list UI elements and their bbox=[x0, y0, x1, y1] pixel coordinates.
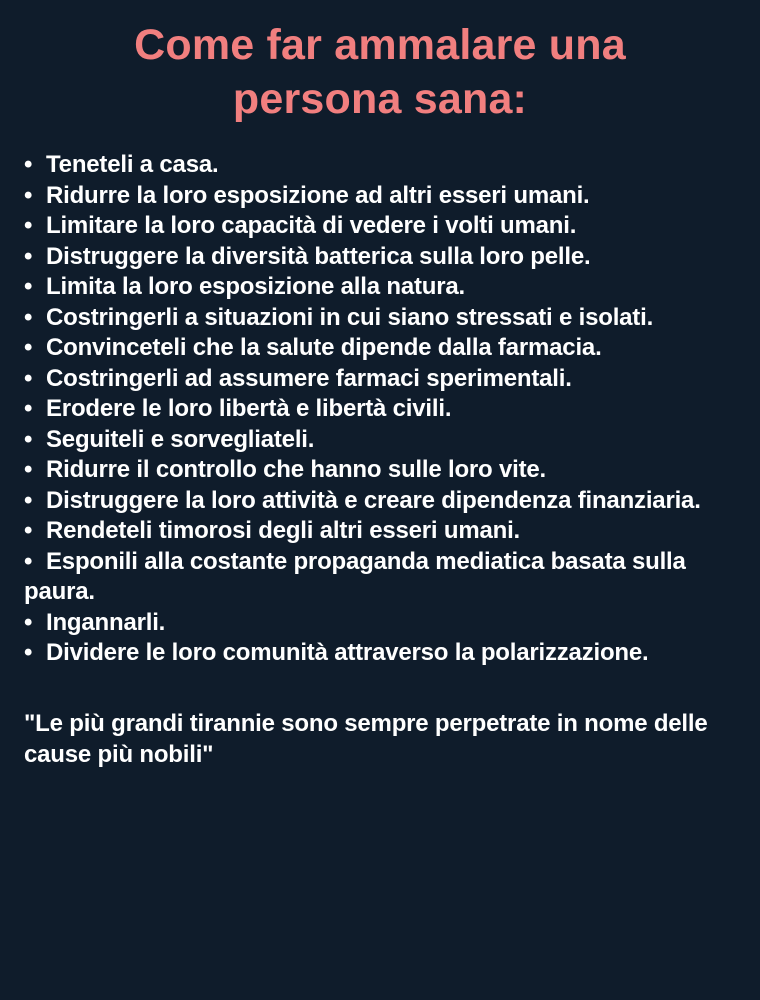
list-item bbox=[24, 272, 750, 303]
list-item bbox=[24, 455, 750, 486]
list-item-text: Seguiteli e sorvegliateli. bbox=[46, 425, 315, 453]
list-item bbox=[24, 181, 750, 212]
title-line-2: persona sana: bbox=[232, 75, 528, 123]
list-item-text: Distruggere la loro attività e creare dipendenza finanziaria. bbox=[46, 486, 701, 514]
list-item bbox=[24, 638, 750, 669]
bullet-icon: • bbox=[24, 242, 33, 270]
bullet-icon: • bbox=[24, 334, 33, 361]
list-item bbox=[24, 516, 750, 547]
bullet-icon: • bbox=[24, 517, 33, 544]
list-item bbox=[24, 242, 750, 273]
list-item bbox=[24, 394, 750, 425]
list-item-text: Convinceteli che la salute dipende dalla farmacia. bbox=[46, 334, 602, 361]
list-item bbox=[24, 547, 750, 608]
list-item bbox=[24, 211, 750, 242]
bullet-icon: • bbox=[24, 364, 33, 392]
list-item-text: Distruggere la diversità batterica sulla loro pelle. bbox=[46, 242, 591, 270]
list-item-text: Ridurre la loro esposizione ad altri esseri umani. bbox=[46, 181, 590, 209]
list-item-text: Limitare la loro capacità di vedere i volti umani. bbox=[46, 212, 577, 239]
bullet-icon: • bbox=[24, 456, 33, 483]
list-item-text: Teneteli a casa. bbox=[46, 151, 219, 178]
list-item bbox=[24, 333, 750, 364]
list-item bbox=[24, 303, 750, 334]
bullet-icon: • bbox=[24, 181, 33, 209]
list-item-text: Rendeteli timorosi degli altri esseri umani. bbox=[46, 517, 521, 544]
bullet-icon: • bbox=[24, 639, 33, 666]
bullet-icon: • bbox=[24, 303, 33, 331]
bullet-icon: • bbox=[24, 273, 33, 300]
list-item-text: Limita la loro esposizione alla natura. bbox=[46, 273, 465, 300]
list-item bbox=[24, 608, 750, 639]
bullet-icon: • bbox=[24, 151, 33, 178]
bullet-icon: • bbox=[24, 395, 33, 422]
bullet-icon: • bbox=[24, 547, 33, 575]
list-item-text: Ingannarli. bbox=[46, 608, 166, 636]
list-item-text: Costringerli ad assumere farmaci sperimentali. bbox=[46, 364, 572, 392]
page-title bbox=[24, 18, 750, 126]
list-item bbox=[24, 150, 750, 181]
list-item bbox=[24, 425, 750, 456]
closing-quote: "Le più grandi tirannie sono sempre perpetrate in nome delle cause più nobili" bbox=[24, 709, 708, 768]
bullet-icon: • bbox=[24, 608, 33, 636]
list-item-text: Dividere le loro comunità attraverso la polarizzazione. bbox=[46, 639, 649, 666]
list-item bbox=[24, 486, 750, 517]
bullet-icon: • bbox=[24, 486, 33, 514]
tips-list bbox=[24, 150, 750, 669]
bullet-icon: • bbox=[24, 425, 33, 453]
list-item-text: Costringerli a situazioni in cui siano stressati e isolati. bbox=[46, 303, 654, 331]
list-item-text: Esponili alla costante propaganda mediatica basata sulla paura. bbox=[24, 547, 686, 605]
list-item-text: Erodere le loro libertà e libertà civili. bbox=[46, 395, 452, 422]
list-item-text: Ridurre il controllo che hanno sulle loro vite. bbox=[46, 456, 547, 483]
title-line-1: Come far ammalare una bbox=[134, 21, 626, 69]
bullet-icon: • bbox=[24, 212, 33, 239]
list-item bbox=[24, 364, 750, 395]
